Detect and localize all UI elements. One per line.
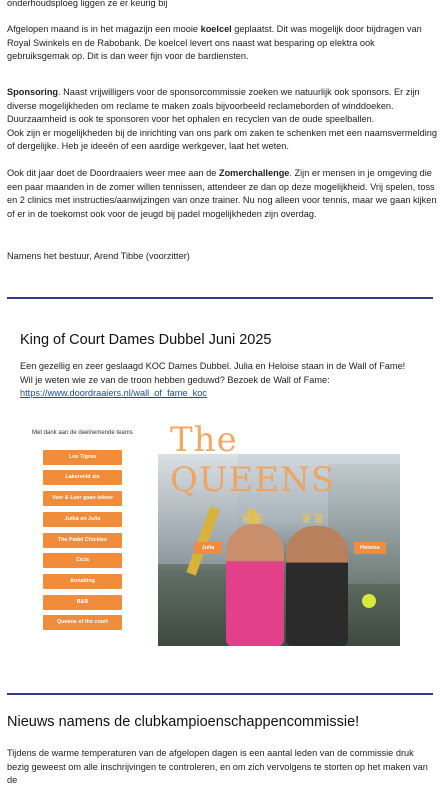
section-divider [7, 297, 433, 299]
sponsoring-bold: Sponsoring [7, 87, 59, 97]
team-tag: Annabing [43, 574, 122, 589]
team-tag: Los Tigres [43, 450, 122, 465]
name-tag-julia: Julia [194, 542, 222, 554]
team-tag: B&B [43, 595, 122, 610]
koelcel-text-post: geplaatst. Dit was mogelijk door bijdragen van Royal Swinkels en de Rabobank. De koelcel levert ons naast wat besparing op elektra ook gebruiksgemak op. Dit is dan weer fijn voor de bardiensten. [7, 24, 422, 61]
poster-thanks: Met dank aan de deelnemende teams [32, 430, 133, 436]
team-tag: The Padel Chickies [43, 533, 122, 548]
koelcel-paragraph [7, 23, 437, 64]
team-tag: Veer & Leer gaan tekeer [43, 491, 122, 506]
koc-title: King of Court Dames Dubbel Juni 2025 [20, 332, 272, 348]
zomer-text-post: . Zijn er mensen in je omgeving die een paar maanden in de zomer willen tennissen, attendeer ze dan op deze mogelijkheid. Vrij spelen, toss en 2 clinics met instructies/aanwijzingen van onze trainer. Nu nog alleen voor tennis, maar we gaan kijken of er in de toekomst ook voor de jeugd bij padel mogelijkheden zijn overdag. [7, 168, 437, 219]
zomer-text-pre: Ook dit jaar doet de Doordraaiers weer mee aan de [7, 168, 219, 178]
queens-poster [20, 424, 400, 646]
poster-headline: The QUEENS [170, 424, 336, 500]
kampioen-paragraph: Tijdens de warme temperaturen van de afgelopen dagen is een aantal leden van de commissie druk bezig geweest om alle inschrijvingen te controleren, en om zich vervolgens te storten op het maken van de [7, 748, 428, 785]
sponsoring-text: . Naast vrijwilligers voor de sponsorcommissie zoeken we natuurlijk ook sponsors. Er zijn diverse mogelijkheden om reclame te maken zoals bijvoorbeeld reclameborden of winddoeken. Duurzaamheid is ook te sponsoren voor het ophalen en recyclen van de oude speelballen. [7, 87, 420, 124]
team-tag: Jutka en Julia [43, 512, 122, 527]
crown-icon: ♛♛ [240, 510, 266, 526]
cut-off-text: onderhoudsploeg liggen ze er keurig bij [7, 0, 168, 8]
player-heloise [286, 526, 348, 646]
name-tag-heloise: Heloise [354, 542, 386, 554]
koc-text: Een gezellig en zeer geslaagd KOC Dames Dubbel. Julia en Heloise staan in de Wall of Fame! Wil je weten wie ze van de troon hebben geduwd? Bezoek de Wall of Fame: [20, 361, 406, 385]
player-julia [226, 524, 284, 646]
sponsoring-paragraph [7, 86, 437, 154]
team-tag: Cicla [43, 553, 122, 568]
koelcel-bold: koelcel [200, 24, 232, 34]
section-divider [7, 693, 433, 695]
crown-icon: ♛♛ [300, 510, 326, 526]
sponsoring-text-2: Ook zijn er mogelijkheden bij de inrichting van ons park om zaken te schenken met een naamsvermelding of dergelijke. Heb je ideeën of een aardige werkgever, laat het weten. [7, 127, 438, 151]
kampioen-title: Nieuws namens de clubkampioenschappencommissie! [7, 714, 360, 730]
team-tag: Queens of the court [43, 615, 122, 630]
zomerchallenge-paragraph [7, 167, 437, 221]
zomer-bold: Zomerchallenge [218, 168, 290, 178]
koelcel-text-pre: Afgelopen maand is in het magazijn een mooie [7, 24, 201, 34]
signoff: Namens het bestuur, Arend Tibbe (voorzitter) [7, 251, 190, 261]
koc-paragraph [20, 360, 420, 401]
team-tag: Lakerveld sis [43, 470, 122, 485]
wall-of-fame-link[interactable]: https://www.doordraaiers.nl/wall_of_fame_koc [20, 388, 207, 398]
tennis-ball-icon [362, 594, 376, 608]
